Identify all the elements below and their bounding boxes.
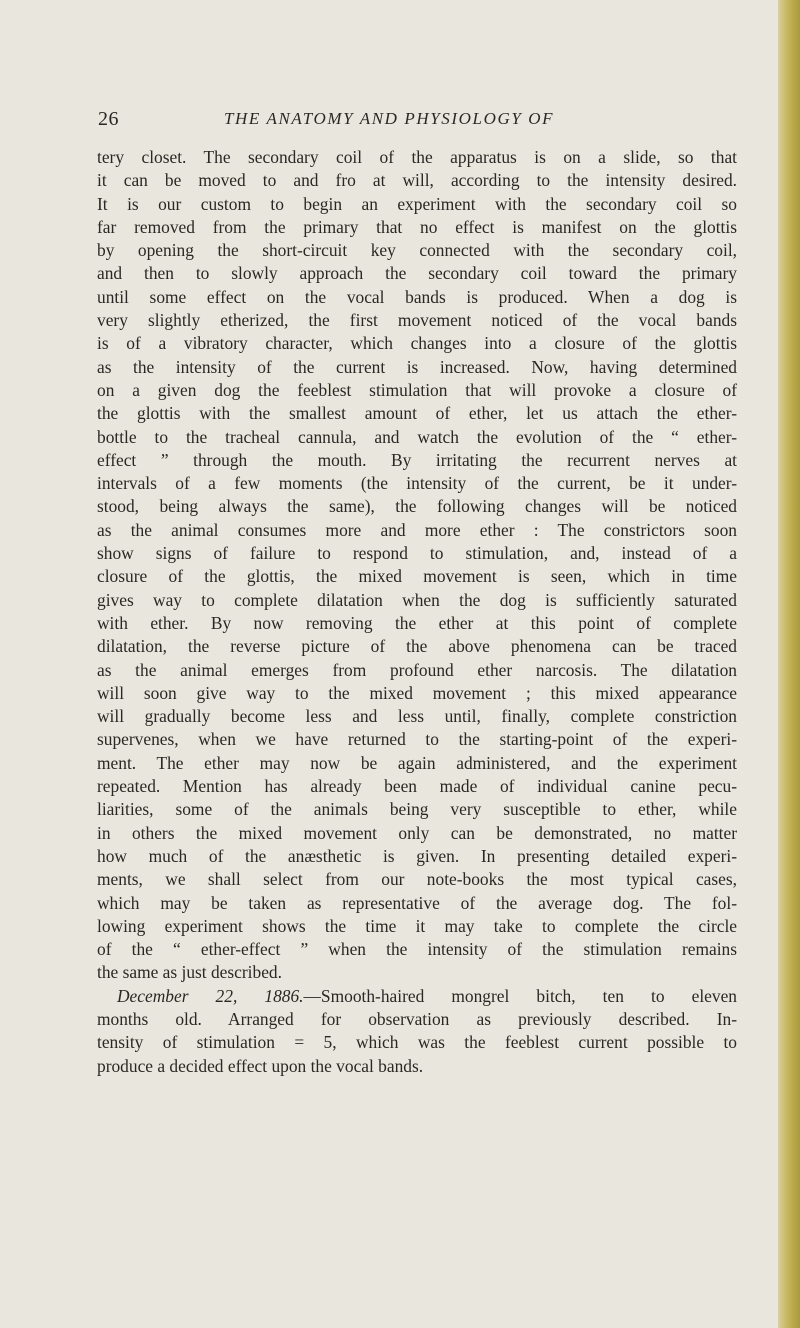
text-line: with ether. By now removing the ether at this point of complete — [97, 612, 737, 633]
text-line: dilatation, the reverse picture of the above phenomena can be traced — [97, 636, 737, 657]
book-spine-edge — [778, 0, 800, 1328]
text-line: liarities, some of the animals being very susceptible to ether, while — [97, 799, 737, 820]
text-line: it can be moved to and fro at will, according to the intensity desired. — [97, 170, 737, 191]
text-line: and then to slowly approach the secondary coil toward the primary — [97, 263, 737, 284]
text-line: stood, being always the same), the following changes will be noticed — [97, 496, 737, 517]
page-number: 26 — [98, 108, 119, 130]
text-line: intervals of a few moments (the intensity of the current, be it under- — [97, 473, 737, 494]
body-text — [97, 146, 737, 1078]
text-line: closure of the glottis, the mixed movement is seen, which in time — [97, 566, 737, 587]
text-line: It is our custom to begin an experiment with the secondary coil so — [97, 193, 737, 214]
text-line: —Smooth-haired mongrel bitch, ten to eleven — [303, 985, 737, 1006]
text-line: on a given dog the feeblest stimulation that will provoke a closure of — [97, 379, 737, 400]
text-line: until some effect on the vocal bands is produced. When a dog is — [97, 286, 737, 307]
text-line: tery closet. The secondary coil of the apparatus is on a slide, so that — [97, 147, 737, 167]
text-line: is of a vibratory character, which changes into a closure of the glottis — [97, 333, 737, 354]
text-line: effect ” through the mouth. By irritating the recurrent nerves at — [97, 449, 737, 470]
text-line: the same as just described. — [97, 962, 282, 983]
text-line: by opening the short-circuit key connected with the secondary coil, — [97, 240, 737, 261]
text-line: which may be taken as representative of the average dog. The fol- — [97, 892, 737, 913]
text-line: far removed from the primary that no effect is manifest on the glottis — [97, 216, 737, 237]
page-header — [98, 108, 738, 138]
text-line: supervenes, when we have returned to the starting-point of the experi- — [97, 729, 737, 750]
text-line: ment. The ether may now be again administered, and the experiment — [97, 752, 737, 773]
text-line: produce a decided effect upon the vocal bands. — [97, 1055, 424, 1076]
text-line: repeated. Mention has already been made of individual canine pecu- — [97, 776, 737, 797]
text-line: will soon give way to the mixed movement ; this mixed appearance — [97, 682, 737, 703]
text-line: of the “ ether-effect ” when the intensity of the stimulation remains — [97, 939, 737, 960]
experiment-date: December 22, 1886. — [117, 985, 304, 1006]
text-line: tensity of stimulation = 5, which was the feeblest current possible to — [97, 1032, 737, 1053]
text-line: very slightly etherized, the first movement noticed of the vocal bands — [97, 310, 737, 331]
text-line: will gradually become less and less until, finally, complete constriction — [97, 706, 737, 727]
text-line: as the animal emerges from profound ether narcosis. The dilatation — [97, 659, 737, 680]
text-line: gives way to complete dilatation when the dog is sufficiently saturated — [97, 589, 737, 610]
text-line: as the animal consumes more and more ether : The constrictors soon — [97, 519, 737, 540]
text-line: show signs of failure to respond to stimulation, and, instead of a — [97, 543, 737, 564]
text-line: as the intensity of the current is increased. Now, having determined — [97, 356, 737, 377]
running-title: THE ANATOMY AND PHYSIOLOGY OF — [224, 109, 555, 128]
text-line: bottle to the tracheal cannula, and watch the evolution of the “ ether- — [97, 426, 737, 447]
text-line: how much of the anæsthetic is given. In presenting detailed experi- — [97, 845, 737, 866]
text-line: months old. Arranged for observation as previously described. In- — [97, 1008, 737, 1029]
text-line: the glottis with the smallest amount of ether, let us attach the ether- — [97, 403, 737, 424]
text-line: ments, we shall select from our note-books the most typical cases, — [97, 869, 737, 890]
text-line: lowing experiment shows the time it may take to complete the circle — [97, 915, 737, 936]
text-line: in others the mixed movement only can be demonstrated, no matter — [97, 822, 737, 843]
dated-paragraph-first-line — [97, 985, 737, 1008]
